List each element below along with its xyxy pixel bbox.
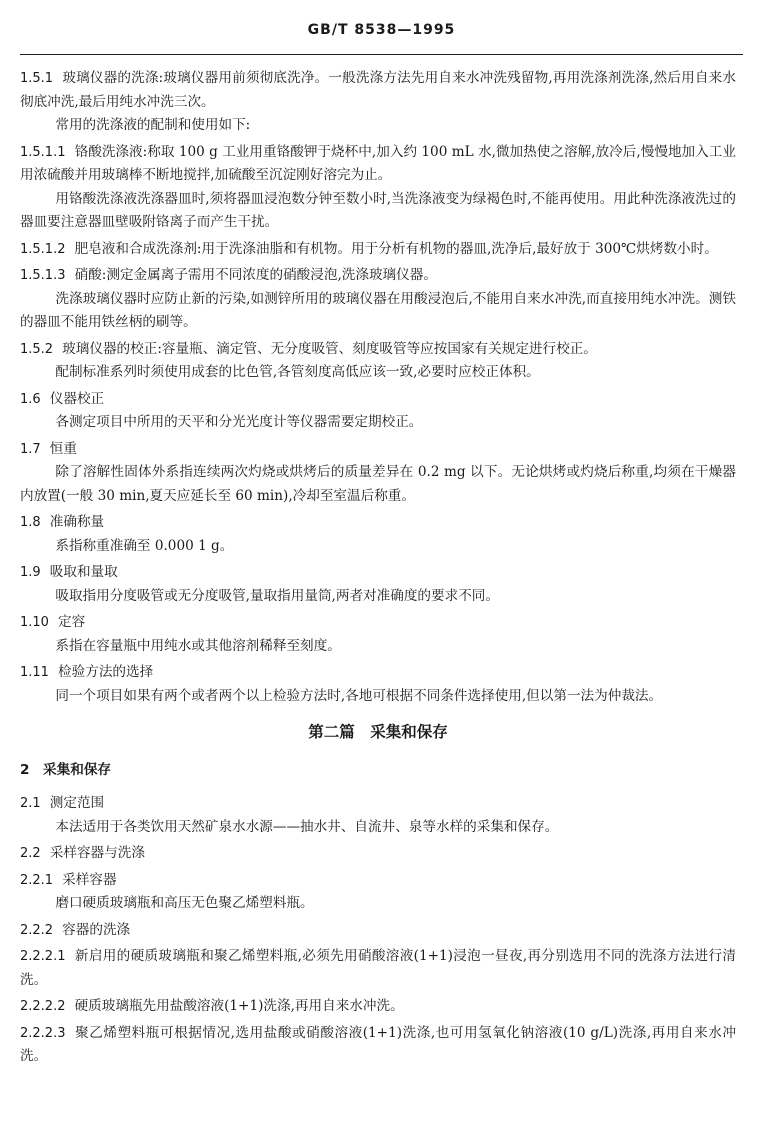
clause-text: 各测定项目中所用的天平和分光光度计等仪器需要定期校正。 xyxy=(55,414,423,430)
clause-text: 新启用的硬质玻璃瓶和聚乙烯塑料瓶,必须先用硝酸溶液(1+1)浸泡一昼夜,再分别选用不同的洗涤方法进行清洗。 xyxy=(20,948,736,988)
clause-text: 吸取指用分度吸管或无分度吸管,量取指用量筒,两者对准确度的要求不同。 xyxy=(55,587,499,604)
body-paragraph xyxy=(20,361,736,385)
clause-number: 2.2.2.1 xyxy=(20,949,66,964)
clause-text: 聚乙烯塑料瓶可根据情况,选用盐酸或硝酸溶液(1+1)洗涤,也可用氢氧化钠溶液(10 g/L)洗涤,再用自来水冲洗。 xyxy=(20,1024,736,1064)
section-1-body xyxy=(20,67,736,708)
part-title: 第二篇 采集和保存 xyxy=(308,723,448,741)
clause-text: 常用的洗涤液的配制和使用如下: xyxy=(55,117,251,133)
section-2-title: 2 采集和保存 xyxy=(20,761,112,778)
clause-text: 测定范围 xyxy=(49,795,105,811)
clause-heading xyxy=(20,438,736,462)
clause-number: 2.2.1 xyxy=(20,872,54,888)
clause-text: 检验方法的选择 xyxy=(58,664,154,680)
clause-text: 恒重 xyxy=(49,440,77,457)
clause-number: 1.6 xyxy=(20,391,41,407)
header-rule xyxy=(20,54,743,55)
clause-text: 除了溶解性固体外系指连续两次灼烧或烘烤后的质量差异在 0.2 mg 以下。无论烘烤或灼烧后称重,均须在干燥器内放置(一般 30 min,夏天应延长至 60 min),冷却至室温后称重。 xyxy=(20,464,736,504)
clause-text: 洗涤玻璃仪器时应防止新的污染,如测锌所用的玻璃仪器在用酸浸泡后,不能用自来水冲洗,而直接用纯水冲洗。测铁的器皿不能用铁丝柄的刷等。 xyxy=(20,290,736,330)
clause-number: 2.2.2 xyxy=(20,922,54,938)
clause-text: 配制标准系列时须使用成套的比色管,各管刻度高低应该一致,必要时应校正体积。 xyxy=(55,364,540,380)
clause-number: 2.2 xyxy=(20,846,41,861)
clause-number: 1.8 xyxy=(20,515,41,530)
clause-heading xyxy=(20,792,736,816)
clause-number: 1.5.2 xyxy=(20,341,54,357)
clause-heading xyxy=(20,919,736,943)
body-paragraph xyxy=(20,635,736,659)
clause-number: 1.7 xyxy=(20,441,41,457)
clause-text: 吸取和量取 xyxy=(49,564,118,580)
clause-paragraph xyxy=(20,238,736,262)
clause-number: 2.2.2.3 xyxy=(20,1025,66,1041)
body-paragraph xyxy=(20,816,736,840)
clause-number: 2.1 xyxy=(20,796,41,811)
clause-heading xyxy=(20,842,736,866)
clause-text: 系指称重准确至 0.000 1 g。 xyxy=(55,537,234,554)
body-paragraph xyxy=(20,114,736,138)
body-paragraph xyxy=(20,585,736,609)
clause-text: 肥皂液和合成洗涤剂:用于洗涤油脂和有机物。用于分析有机物的器皿,洗净后,最好放于 300℃烘烤数小时。 xyxy=(74,240,718,257)
document-body xyxy=(20,64,736,1069)
clause-text: 采样容器 xyxy=(62,871,117,888)
body-paragraph xyxy=(20,411,736,435)
clause-paragraph xyxy=(20,1022,736,1069)
clause-number: 2.2.2.2 xyxy=(20,999,66,1014)
body-paragraph xyxy=(20,288,736,335)
clause-paragraph xyxy=(20,141,736,188)
clause-number: 1.11 xyxy=(20,665,49,680)
body-paragraph xyxy=(20,188,736,235)
clause-text: 玻璃仪器的校正:容量瓶、滴定管、无分度吸管、刻度吸管等应按国家有关规定进行校正。 xyxy=(62,340,597,357)
standard-code-header: GB/T 8538—1995 xyxy=(307,22,456,38)
clause-heading xyxy=(20,611,736,635)
body-paragraph xyxy=(20,461,736,508)
body-paragraph xyxy=(20,685,736,709)
clause-number: 1.9 xyxy=(20,565,41,580)
section-2-body xyxy=(20,792,736,1069)
clause-text: 仪器校正 xyxy=(49,390,105,407)
clause-text: 玻璃仪器的洗涤:玻璃仪器用前须彻底洗净。一般洗涤方法先用自来水冲洗残留物,再用洗涤剂洗涤,然后用自来水彻底冲洗,最后用纯水冲洗三次。 xyxy=(20,70,736,110)
clause-heading xyxy=(20,661,736,685)
clause-text: 同一个项目如果有两个或者两个以上检验方法时,各地可根据不同条件选择使用,但以第一法为仲裁法。 xyxy=(55,687,663,704)
clause-text: 用铬酸洗涤液洗涤器皿时,须将器皿浸泡数分钟至数小时,当洗涤液变为绿褐色时,不能再使用。用此种洗涤液洗过的器皿要注意器皿壁吸附铬离子而产生干扰。 xyxy=(20,190,736,230)
clause-text: 磨口硬质玻璃瓶和高压无色聚乙烯塑料瓶。 xyxy=(55,895,314,911)
clause-paragraph xyxy=(20,338,736,362)
clause-number: 1.5.1.3 xyxy=(20,268,66,283)
clause-heading xyxy=(20,388,736,412)
body-paragraph xyxy=(20,892,736,916)
clause-text: 准确称量 xyxy=(49,514,105,530)
clause-text: 系指在容量瓶中用纯水或其他溶剂稀释至刻度。 xyxy=(55,637,341,654)
clause-number: 1.10 xyxy=(20,615,49,630)
clause-paragraph xyxy=(20,67,736,114)
clause-heading xyxy=(20,869,736,893)
clause-text: 硝酸:测定金属离子需用不同浓度的硝酸浸泡,洗涤玻璃仪器。 xyxy=(74,267,437,283)
clause-text: 铬酸洗涤液:称取 100 g 工业用重铬酸钾于烧杯中,加入约 100 mL 水,微加热使之溶解,放冷后,慢慢地加入工业用浓硫酸并用玻璃棒不断地搅拌,加硫酸至沉淀刚好溶完为止。 xyxy=(20,143,736,183)
clause-number: 1.5.1.1 xyxy=(20,144,66,160)
clause-heading xyxy=(20,511,736,535)
clause-text: 定容 xyxy=(58,614,86,630)
clause-text: 本法适用于各类饮用天然矿泉水水源——抽水井、自流井、泉等水样的采集和保存。 xyxy=(55,818,559,835)
clause-text: 硬质玻璃瓶先用盐酸溶液(1+1)洗涤,再用自来水冲洗。 xyxy=(74,998,404,1014)
clause-paragraph xyxy=(20,264,736,288)
clause-number: 1.5.1 xyxy=(20,71,54,86)
clause-number: 1.5.1.2 xyxy=(20,241,66,257)
clause-paragraph xyxy=(20,945,736,992)
clause-paragraph xyxy=(20,995,736,1019)
body-paragraph xyxy=(20,535,736,559)
clause-heading xyxy=(20,561,736,585)
clause-text: 容器的洗涤 xyxy=(62,921,131,938)
clause-text: 采样容器与洗涤 xyxy=(49,845,145,861)
